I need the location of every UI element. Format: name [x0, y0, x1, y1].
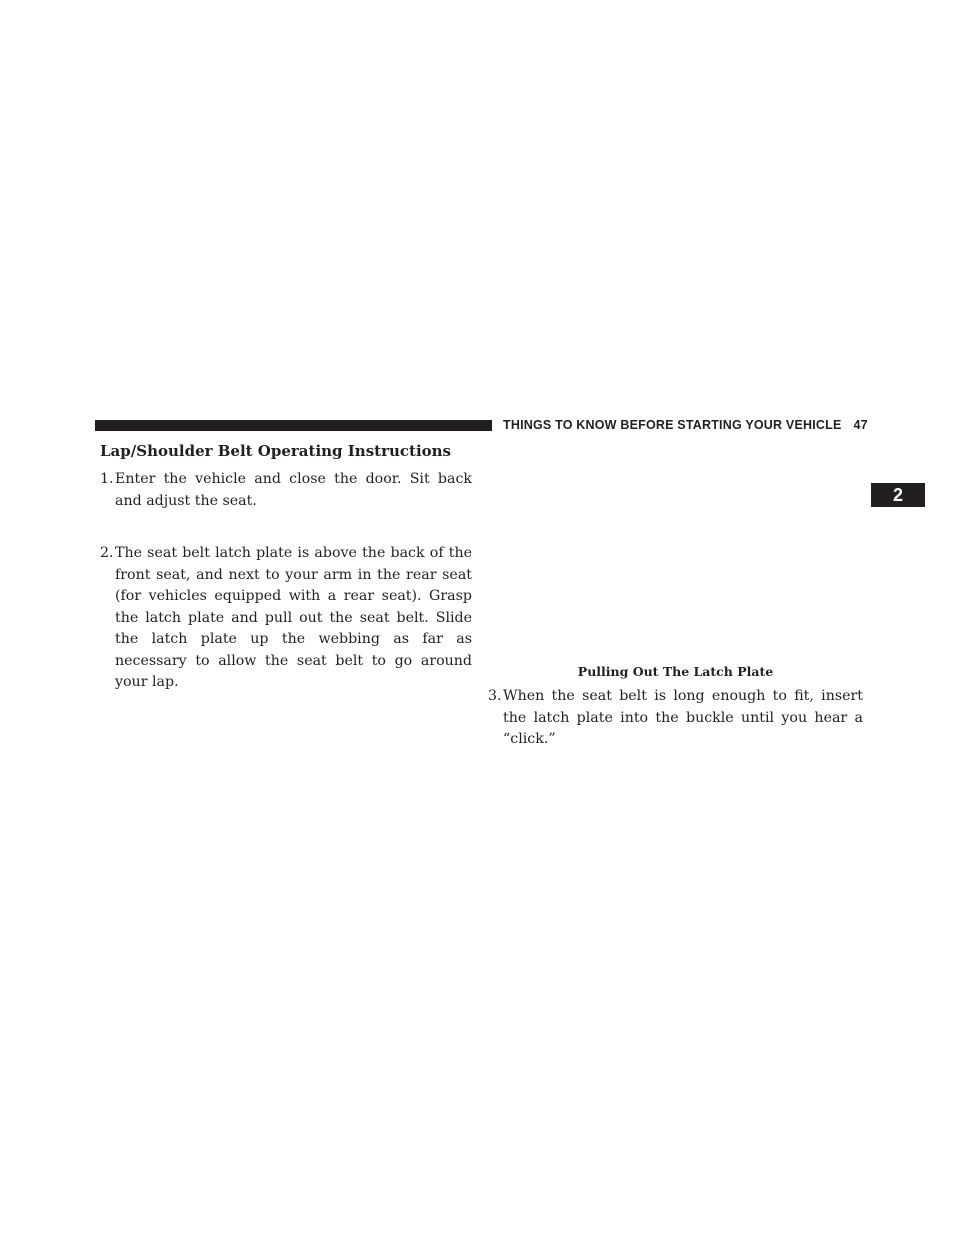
step-text: The seat belt latch plate is above the back of the front seat, and next to your arm in the rear seat (for vehicles equipped with a rear seat). Grasp the latch plate and pull out the seat belt. Slide the latch plate up the webbing as far as necessary to allow the seat belt to go around your lap.	[115, 545, 472, 690]
header-rule	[95, 420, 492, 431]
instruction-step	[100, 469, 472, 512]
page-number: 47	[853, 418, 868, 432]
section-heading: Lap/Shoulder Belt Operating Instructions	[100, 442, 451, 460]
step-text: When the seat belt is long enough to fit, insert the latch plate into the buckle until you hear a “click.”	[503, 688, 863, 747]
step-number: 2.	[100, 545, 114, 561]
instruction-step	[488, 686, 863, 751]
figure-placeholder	[488, 440, 863, 655]
step-number: 3.	[488, 688, 502, 704]
running-header	[503, 418, 868, 432]
step-number: 1.	[100, 471, 114, 487]
chapter-tab[interactable]: 2	[871, 483, 925, 507]
instruction-step	[100, 543, 472, 694]
figure-caption: Pulling Out The Latch Plate	[577, 664, 774, 679]
step-text: Enter the vehicle and close the door. Sit back and adjust the seat.	[115, 471, 472, 509]
running-header-title: THINGS TO KNOW BEFORE STARTING YOUR VEHICLE	[503, 418, 842, 432]
